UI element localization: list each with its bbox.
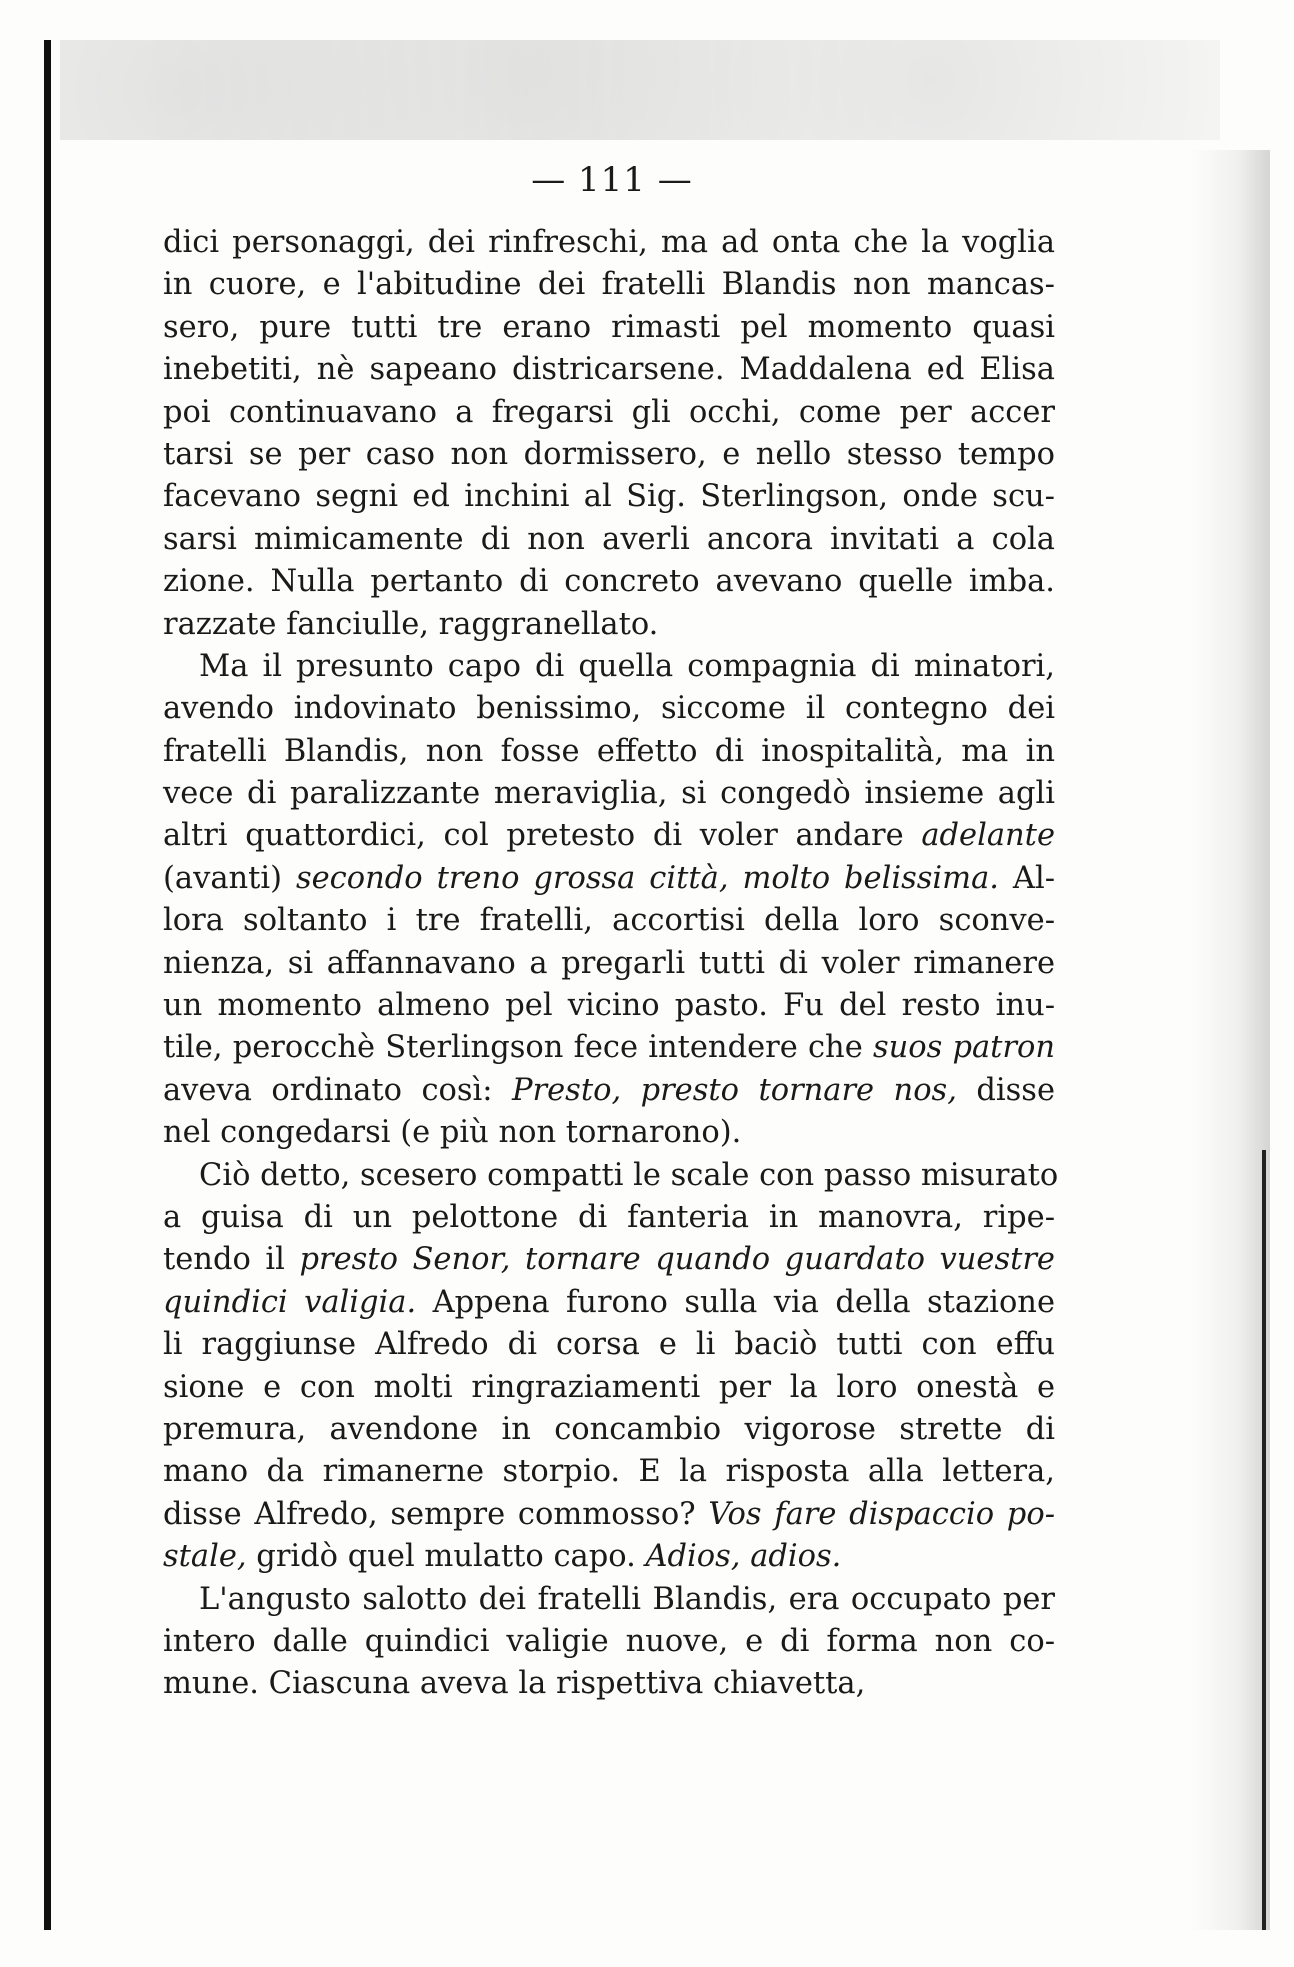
text-line: [163, 1324, 1055, 1366]
text-line: [163, 943, 1055, 985]
text-span: Appena furono sulla via della stazione: [416, 1284, 1055, 1320]
text-line: [163, 264, 1055, 306]
text-span: un momento almeno pel vicino pasto. Fu del resto inu-: [163, 988, 1055, 1024]
text-line: [163, 815, 1055, 857]
text-line: [163, 307, 1055, 349]
paragraph: [163, 646, 1055, 1155]
text-span: intero dalle quindici valigie nuove, e di forma non co-: [163, 1623, 1055, 1659]
text-line: [163, 731, 1055, 773]
text-span: disse Alfredo, sempre commosso?: [163, 1496, 709, 1532]
text-line: [163, 900, 1055, 942]
text-span: facevano segni ed inchini al Sig. Sterlingson, onde scu-: [163, 479, 1055, 515]
text-line: [163, 434, 1055, 476]
italic-span: Adios, adios.: [645, 1539, 842, 1575]
text-span: nienza, si affannavano a pregarli tutti di voler rimanere: [163, 945, 1055, 981]
text-span: a guisa di un pelottone di fanteria in manovra, ripe-: [163, 1199, 1055, 1235]
page-number: — 111 —: [531, 160, 693, 200]
paragraph: [163, 1579, 1055, 1706]
text-line: [163, 561, 1055, 603]
text-span: poi continuavano a fregarsi gli occhi, come per accer: [163, 394, 1055, 430]
text-span: aveva ordinato così:: [163, 1072, 513, 1108]
text-span: tile, perocchè Sterlingson fece intendere che: [163, 1030, 873, 1066]
text-span: mune. Ciascuna aveva la rispettiva chiavetta,: [163, 1666, 866, 1702]
text-line: [163, 1536, 1055, 1578]
italic-span: stale,: [163, 1539, 247, 1575]
text-span: tendo il: [163, 1242, 300, 1278]
text-span: li raggiunse Alfredo di corsa e li baciò tutti con effu: [163, 1327, 1055, 1363]
scan-noise-top: [60, 40, 1220, 140]
text-line: [163, 1027, 1055, 1069]
text-line: [163, 1367, 1055, 1409]
scan-edge-right: [1262, 1150, 1266, 1930]
text-line: [163, 476, 1055, 518]
text-span: tarsi se per caso non dormissero, e nello stesso tempo: [163, 436, 1055, 472]
italic-span: adelante: [921, 818, 1055, 854]
text-line: [163, 604, 1055, 646]
italic-span: secondo treno grossa città, molto belissima.: [295, 860, 999, 896]
scan-noise-right: [1190, 150, 1270, 1930]
text-line: [163, 1663, 1055, 1705]
text-span: (avanti): [163, 860, 296, 896]
text-span: nel congedarsi (e più non tornarono).: [163, 1115, 742, 1151]
text-span: sione e con molti ringraziamenti per la loro onestà e: [163, 1369, 1055, 1405]
text-span: Al-: [998, 860, 1055, 896]
text-line: [163, 1451, 1055, 1493]
italic-span: Presto, presto tornare nos,: [512, 1072, 957, 1108]
text-span: sero, pure tutti tre erano rimasti pel momento quasi: [163, 309, 1055, 345]
text-span: Ciò detto, scesero compatti le scale con passo misurato: [199, 1157, 1059, 1193]
text-line: [163, 985, 1055, 1027]
text-span: gridò quel mulatto capo.: [246, 1539, 646, 1575]
italic-span: quindici valigia.: [163, 1284, 417, 1320]
text-span: Ma il presunto capo di quella compagnia di minatori,: [199, 648, 1055, 684]
text-line: [163, 1070, 1055, 1112]
italic-span: presto Senor, tornare quando guardato vuestre: [299, 1242, 1055, 1278]
text-span: in cuore, e l'abitudine dei fratelli Blandis non mancas-: [163, 267, 1055, 303]
italic-span: Vos fare dispaccio po-: [708, 1496, 1056, 1532]
text-span: L'angusto salotto dei fratelli Blandis, era occupato per: [199, 1581, 1055, 1617]
text-line: [163, 646, 1055, 688]
scan-edge-left: [44, 40, 51, 1930]
text-line: [163, 1197, 1055, 1239]
paragraph: [163, 1155, 1059, 1579]
text-line: [163, 1155, 1059, 1197]
text-line: [163, 688, 1055, 730]
text-line: [163, 1239, 1055, 1281]
text-span: dici personaggi, dei rinfreschi, ma ad onta che la voglia: [163, 225, 1055, 260]
text-line: [163, 392, 1055, 434]
text-line: [163, 1409, 1055, 1451]
text-line: [163, 519, 1055, 561]
text-line: [163, 222, 1055, 264]
text-span: inebetiti, nè sapeano districarsene. Maddalena ed Elisa: [163, 352, 1055, 388]
text-span: fratelli Blandis, non fosse effetto di inospitalità, ma in: [163, 733, 1055, 769]
text-line: [163, 1282, 1055, 1324]
text-span: premura, avendone in concambio vigorose strette di: [163, 1411, 1055, 1447]
text-line: [163, 349, 1055, 391]
text-span: avendo indovinato benissimo, siccome il contegno dei: [163, 691, 1055, 727]
text-span: zione. Nulla pertanto di concreto avevano quelle imba.: [163, 564, 1055, 600]
text-span: vece di paralizzante meraviglia, si congedò insieme agli: [163, 776, 1055, 812]
paragraph: [163, 222, 1055, 646]
text-line: [163, 1112, 1055, 1154]
text-line: [163, 858, 1055, 900]
text-span: sarsi mimicamente di non averli ancora invitati a cola: [163, 521, 1055, 557]
italic-span: suos patron: [872, 1030, 1056, 1066]
text-line: [163, 1579, 1055, 1621]
text-span: mano da rimanerne storpio. E la risposta alla lettera,: [163, 1454, 1055, 1490]
text-span: lora soltanto i tre fratelli, accortisi della loro sconve-: [163, 903, 1055, 939]
text-line: [163, 1494, 1055, 1536]
text-span: altri quattordici, col pretesto di voler andare: [163, 818, 922, 854]
body-text: [163, 222, 1059, 1706]
text-line: [163, 1621, 1055, 1663]
text-span: razzate fanciulle, raggranellato.: [163, 606, 659, 642]
text-line: [163, 773, 1055, 815]
text-span: disse: [956, 1072, 1056, 1108]
